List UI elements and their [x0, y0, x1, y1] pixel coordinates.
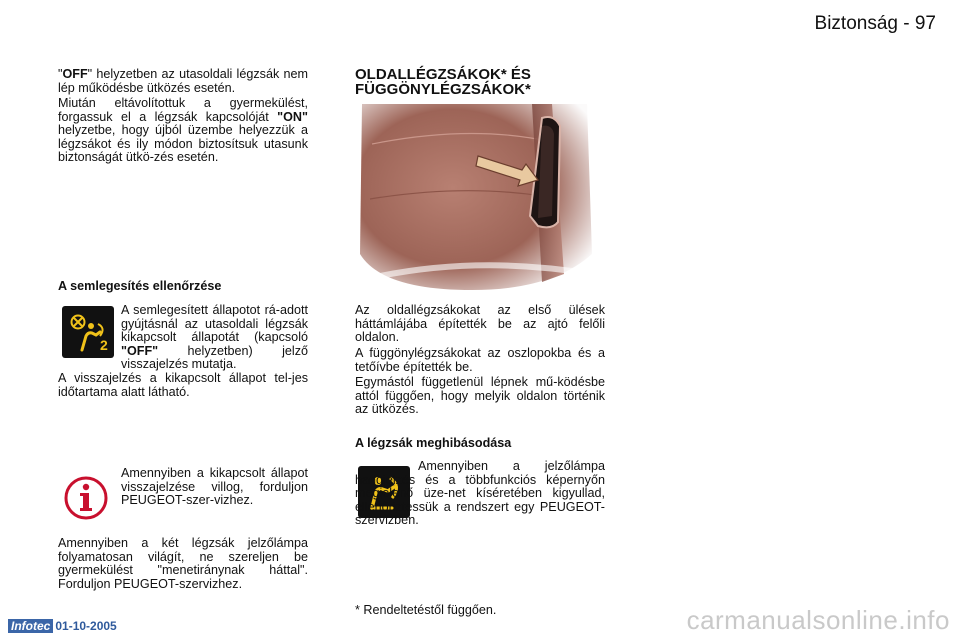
indicator-duration-paragraph: A visszajelzés a kikapcsolt állapot tel-jes időtartama alatt látható.	[58, 371, 308, 399]
section-title-line-2: FÜGGÖNYLÉGZSÁKOK*	[355, 81, 531, 98]
reactivate-paragraph	[58, 97, 308, 165]
footnote: * Rendeltetéstől függően.	[355, 603, 497, 617]
page-header-title: Biztonság - 97	[814, 13, 936, 34]
side-airbags-title	[355, 67, 531, 97]
neutralisation-heading: A semlegesítés ellenőrzése	[58, 279, 222, 293]
info-paragraph: Amennyiben a kikapcsolt állapot visszajelzése villog, forduljon PEUGEOT-szer-vizhez.	[121, 466, 308, 508]
info-icon	[60, 472, 112, 524]
off-paragraph-text: helyzetben az utasoldali légzsák nem lép működésbe ütközés esetén.	[58, 67, 308, 95]
passenger-airbag-off-icon	[62, 306, 114, 358]
reactivate-text-b: helyzetbe, hogy újból üzembe helyezzük a légzsákot és ily módon biztosítsuk utasunk biztonságát ütkö-zés esetén.	[58, 123, 308, 165]
airbag-fault-paragraph	[355, 460, 605, 528]
off-paragraph: "OFF" helyzetben az utasoldali légzsák nem lép működésbe ütközés esetén.	[58, 67, 308, 95]
airbag-fault-heading: A légzsák meghibásodása	[355, 436, 512, 450]
off-label: OFF	[62, 67, 88, 81]
neutral-text-a: A semlegesített állapotot rá-adott gyújtásnál az utasoldali légzsák kikapcsolt állapotát (kapcsoló	[121, 303, 308, 345]
reactivate-text-a: Miután eltávolítottuk a gyermekülést, forgassuk el a légzsák kapcsolóját	[58, 96, 308, 124]
section-title-line-1: OLDALLÉGZSÁKOK* ÉS	[355, 66, 531, 83]
curtain-airbags-paragraph: A függönylégzsákokat az oszlopokba és a tetőívbe építették be.	[355, 346, 605, 374]
independent-deployment-paragraph: Egymástól függetlenül lépnek mű-ködésbe attól függően, hogy melyik oldalon történik az ütközés.	[355, 375, 605, 417]
infotec-logo: Infotec	[8, 619, 53, 633]
seat-side-airbag-photo	[352, 104, 606, 290]
neutral-off-label: "OFF"	[121, 343, 159, 358]
final-warning-paragraph: Amennyiben a két légzsák jelzőlámpa folyamatosan világít, ne szereljen be gyermekülést "menetiránynak háttal". Forduljon PEUGEOT-szervizhez.	[58, 536, 308, 591]
svg-text:2: 2	[100, 337, 108, 353]
on-label: "ON"	[277, 109, 308, 124]
footer-date-text: 01-10-2005	[55, 619, 117, 633]
airbag-fault-text: Amennyiben a jelzőlámpa hangjelzés és a többfunkciós képernyőn megjelenő üze-net kíséretében kigyullad, ellenőriztessük a rendszert egy PEUGEOT-szervizben.	[355, 459, 605, 528]
watermark: carmanualsonline.info	[686, 605, 950, 635]
side-airbags-paragraph-1: Az oldallégzsákokat az első ülések háttámlájába építették be az ajtó felőli oldalon.	[355, 303, 605, 345]
footer-date	[8, 619, 117, 633]
neutralisation-paragraph	[121, 304, 308, 372]
neutral-text-b: helyzetben) jelző visszajelzés mutatja.	[121, 343, 308, 372]
